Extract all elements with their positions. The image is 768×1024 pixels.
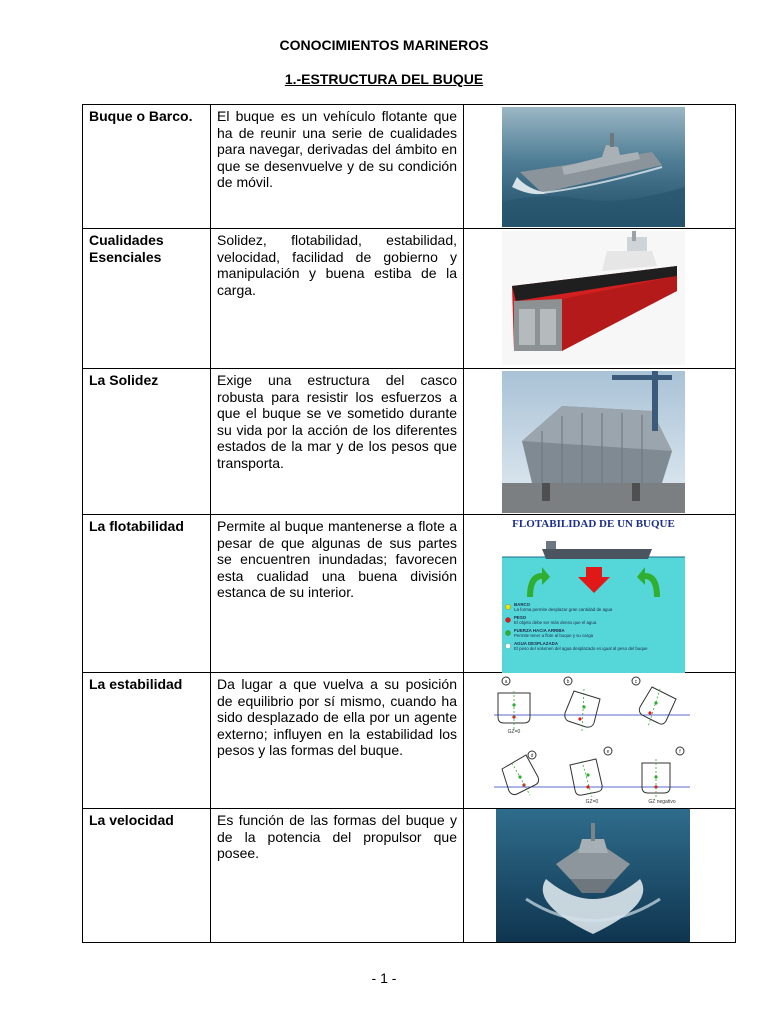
svg-text:a: a (504, 679, 508, 685)
svg-text:b: b (566, 679, 570, 685)
term-cell: Buque o Barco. (83, 105, 211, 229)
page-number: - 1 - (371, 970, 397, 986)
svg-text:e: e (606, 749, 610, 755)
image-cell (464, 809, 736, 943)
term-cell: La velocidad (83, 809, 211, 943)
term-cell: La flotabilidad (83, 515, 211, 673)
image-cell (464, 369, 736, 515)
svg-text:El objeto debe ser más denso q: El objeto debe ser más denso que el agua (514, 620, 597, 625)
term-cell: La estabilidad (83, 673, 211, 809)
svg-text:FUERZA HACIA ARRIBA: FUERZA HACIA ARRIBA (514, 628, 565, 633)
table-row (83, 105, 736, 229)
description-cell: Es función de las formas del buque y de la potencia del propulsor que posee. (211, 809, 464, 943)
svg-text:PESO: PESO (514, 615, 527, 620)
table-row (83, 809, 736, 943)
tanker-cutaway-render (502, 231, 685, 365)
svg-text:GZ negativo: GZ negativo (648, 799, 676, 805)
svg-text:c: c (634, 679, 638, 685)
ship-structure-table (82, 104, 736, 943)
image-cell (464, 105, 736, 229)
table-row (83, 515, 736, 673)
table-row (83, 673, 736, 809)
term-cell: La Solidez (83, 369, 211, 515)
svg-text:BARCO: BARCO (514, 602, 531, 607)
svg-text:f: f (679, 749, 681, 755)
svg-text:La forma permite desplazar gra: La forma permite desplazar gran cantidad de agua (514, 607, 613, 612)
buoyancy-figure-title: FLOTABILIDAD DE UN BUQUE (512, 518, 675, 530)
svg-text:El peso del volumen del agua d: El peso del volumen del agua desplazado es igual al peso del buque (514, 646, 648, 651)
term-cell: Cualidades Esenciales (83, 229, 211, 369)
table-row (83, 229, 736, 369)
document-title: CONOCIMIENTOS MARINEROS (279, 37, 489, 53)
description-cell: Permite al buque mantenerse a flote a pesar de que algunas de sus partes se encuentren inundadas; favorecen esta cualidad una buena división estanca de su interior. (211, 515, 464, 673)
image-cell (464, 673, 736, 809)
buoyancy-diagram (502, 515, 685, 673)
section-heading: 1.-ESTRUCTURA DEL BUQUE (284, 71, 484, 87)
warship-photo (502, 107, 685, 227)
description-cell: Solidez, flotabilidad, estabilidad, velocidad, facilidad de gobierno y manipulación y buena estiba de la carga. (211, 229, 464, 369)
svg-text:GZ=0: GZ=0 (507, 729, 521, 735)
image-cell (464, 515, 736, 673)
hull-block-construction-photo (502, 371, 685, 513)
speed-warship-photo (496, 809, 690, 942)
table-row (83, 369, 736, 515)
svg-text:GZ=0: GZ=0 (585, 799, 599, 805)
description-cell: Exige una estructura del casco robusta para resistir los esfuerzos a que el buque se ve sometido durante su vida por la acción de los diferentes estados de la mar y de los pesos que transporta. (211, 369, 464, 515)
svg-text:d: d (530, 753, 534, 759)
svg-text:Permite tener a flote al buque: Permite tener a flote al buque y su carga (514, 633, 594, 638)
svg-text:AGUA DESPLAZADA: AGUA DESPLAZADA (514, 641, 558, 646)
image-cell (464, 229, 736, 369)
stability-diagram (492, 673, 692, 807)
description-cell: El buque es un vehículo flotante que ha de reunir una serie de cualidades para navegar, derivadas del ámbito en que se desenvuelve y de su condición de móvil. (211, 105, 464, 229)
description-cell: Da lugar a que vuelva a su posición de equilibrio por sí mismo, cuando ha sido desplazado de ella por un agente externo; influyen en la estabilidad los pesos y las formas del buque. (211, 673, 464, 809)
